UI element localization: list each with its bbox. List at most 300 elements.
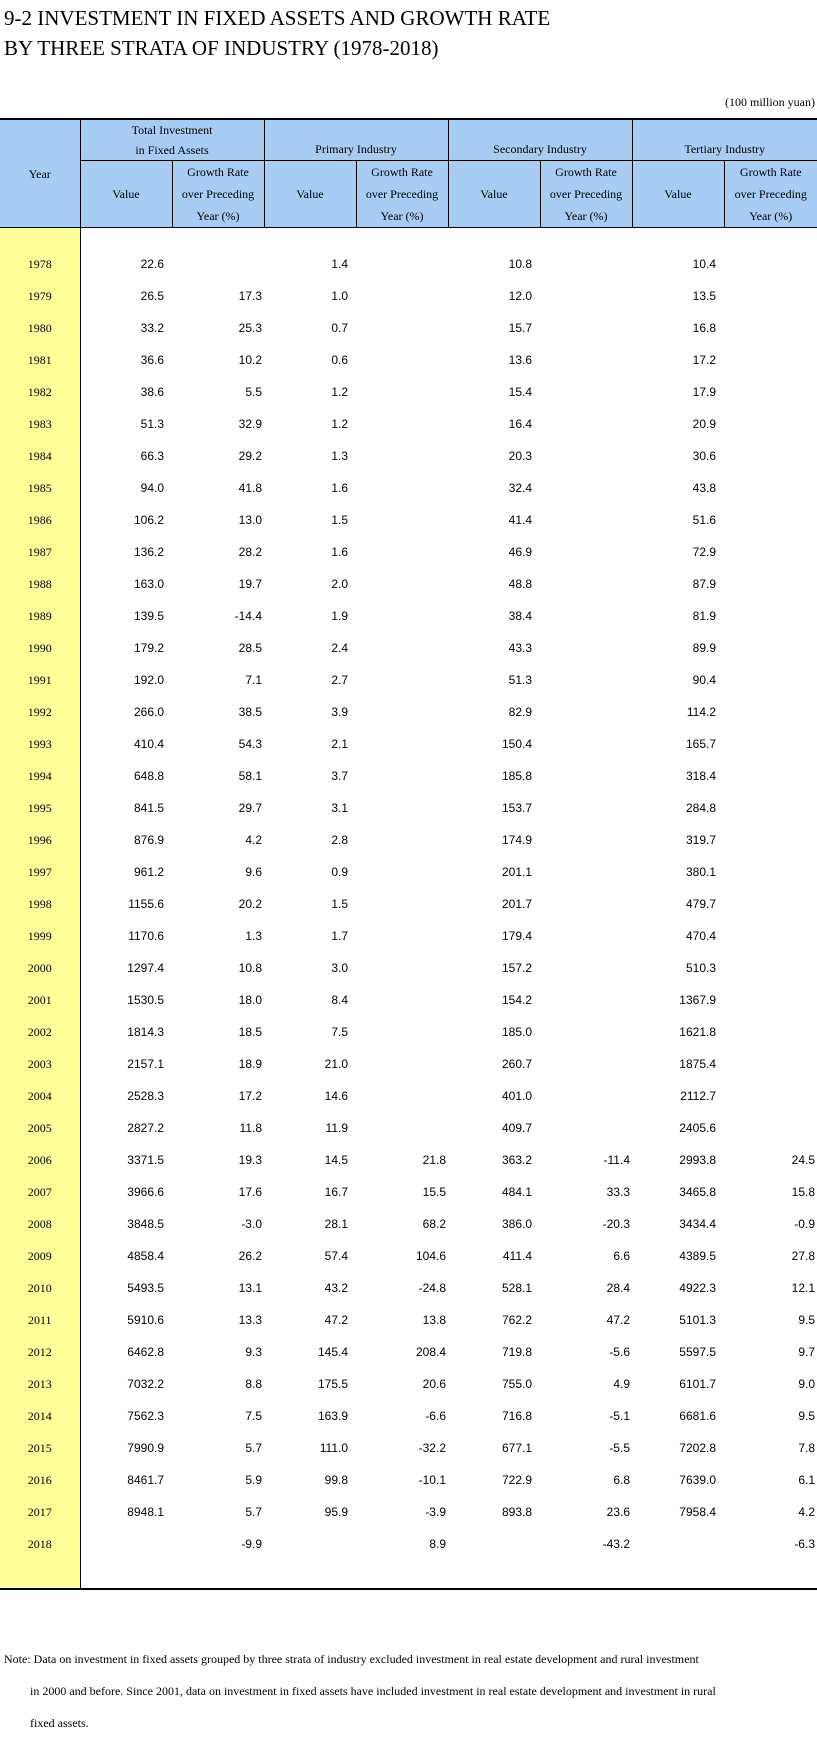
- total-value-cell: 5910.6: [127, 1313, 164, 1327]
- tertiary-value-cell: 5597.5: [679, 1345, 716, 1359]
- year-cell: 2011: [0, 1304, 80, 1336]
- secondary-value-cell: 201.1: [501, 865, 532, 879]
- total-value-cell: 3966.6: [127, 1185, 164, 1199]
- year-cell: 1996: [0, 824, 80, 856]
- tertiary-growth-cell: [724, 792, 817, 824]
- total-value-cell: 8461.7: [127, 1473, 164, 1487]
- tertiary-value-cell: 165.7: [685, 737, 716, 751]
- tertiary-value-cell: 90.4: [692, 673, 716, 687]
- total-growth-cell: 7.5: [245, 1409, 262, 1423]
- table-row: [0, 1464, 817, 1496]
- table-row: [0, 408, 817, 440]
- tertiary-value-cell: 114.2: [686, 705, 716, 719]
- primary-growth-cell: -3.9: [425, 1505, 446, 1519]
- table-row: [0, 504, 817, 536]
- total-value-cell: 106.2: [133, 513, 164, 527]
- secondary-growth-cell: [540, 760, 632, 792]
- primary-growth-cell: [356, 376, 448, 408]
- total-growth-cell: 13.1: [238, 1281, 262, 1295]
- secondary-growth-cell: [540, 856, 632, 888]
- tertiary-growth-cell: [724, 888, 817, 920]
- secondary-growth-cell: 28.4: [606, 1281, 630, 1295]
- spacer-row: [0, 228, 817, 249]
- primary-value-cell: 57.4: [324, 1249, 348, 1263]
- secondary-growth-cell: [540, 664, 632, 696]
- tertiary-growth-cell: [724, 440, 817, 472]
- total-value-cell: 1814.3: [127, 1025, 164, 1039]
- table-row: [0, 760, 817, 792]
- spacer-cell: [724, 228, 817, 249]
- table-row: [0, 1112, 817, 1144]
- tertiary-value-cell: 16.8: [692, 321, 716, 335]
- table-row: [0, 568, 817, 600]
- spacer-cell: [632, 228, 724, 249]
- table-row: [0, 280, 817, 312]
- table-row: [0, 1400, 817, 1432]
- secondary-growth-cell: [540, 792, 632, 824]
- year-cell: 2014: [0, 1400, 80, 1432]
- tertiary-growth-cell: [724, 312, 817, 344]
- tertiary-value-cell: 479.7: [685, 897, 716, 911]
- secondary-growth-cell: [540, 824, 632, 856]
- tertiary-value-cell: 20.9: [692, 417, 716, 431]
- secondary-growth-cell: -5.1: [609, 1409, 630, 1423]
- primary-value-cell: 95.9: [324, 1505, 348, 1519]
- tertiary-value-cell: 284.8: [685, 801, 716, 815]
- tertiary-value-cell: 51.6: [692, 513, 716, 527]
- table-row: [0, 1048, 817, 1080]
- primary-growth-cell: [356, 536, 448, 568]
- total-growth-cell: 1.3: [245, 929, 262, 943]
- primary-growth-cell: -6.6: [425, 1409, 446, 1423]
- secondary-value-cell: 41.4: [508, 513, 532, 527]
- total-value-cell: 1170.6: [128, 929, 164, 943]
- secondary-value-cell: 10.8: [508, 257, 532, 271]
- total-value-cell: 179.2: [133, 641, 164, 655]
- secondary-growth-cell: [540, 472, 632, 504]
- table-row: [0, 536, 817, 568]
- secondary-value-cell: 46.9: [508, 545, 532, 559]
- footnote-line-3: fixed assets.: [30, 1716, 89, 1730]
- tertiary-value-cell: 470.4: [685, 929, 716, 943]
- year-cell: 2017: [0, 1496, 80, 1528]
- tertiary-value-cell: 7202.8: [679, 1441, 716, 1455]
- primary-growth-cell: [356, 888, 448, 920]
- table-row: [0, 1272, 817, 1304]
- growth-line-2: over Preceding: [549, 187, 623, 201]
- total-growth-cell: 29.2: [238, 449, 262, 463]
- primary-value-cell: 1.7: [331, 929, 348, 943]
- tertiary-growth-cell: [724, 344, 817, 376]
- spacer-row: [0, 1560, 817, 1589]
- year-cell: 1997: [0, 856, 80, 888]
- table-body: [0, 228, 817, 1590]
- year-cell: 2004: [0, 1080, 80, 1112]
- primary-growth-cell: [356, 312, 448, 344]
- primary-value-cell: 3.0: [331, 961, 348, 975]
- tertiary-growth-cell: 9.0: [798, 1377, 815, 1391]
- secondary-value-cell: 20.3: [508, 449, 532, 463]
- growth-line-1: Growth Rate: [555, 165, 617, 179]
- primary-growth-cell: [356, 344, 448, 376]
- tertiary-growth-cell: [724, 824, 817, 856]
- total-value-cell: 66.3: [140, 449, 164, 463]
- year-cell: 1990: [0, 632, 80, 664]
- header-primary-growth: [356, 161, 448, 228]
- tertiary-growth-cell: [724, 952, 817, 984]
- primary-value-cell: 99.8: [324, 1473, 348, 1487]
- total-value-cell: 648.8: [133, 769, 164, 783]
- year-cell: 1988: [0, 568, 80, 600]
- primary-growth-cell: 104.6: [415, 1249, 446, 1263]
- table-row: [0, 1496, 817, 1528]
- tertiary-value-cell: 3465.8: [679, 1185, 716, 1199]
- tertiary-growth-cell: -0.9: [794, 1217, 815, 1231]
- total-value-cell: 38.6: [140, 385, 164, 399]
- year-cell: 2016: [0, 1464, 80, 1496]
- primary-growth-cell: [356, 728, 448, 760]
- year-cell: 2012: [0, 1336, 80, 1368]
- primary-growth-cell: 13.8: [422, 1313, 446, 1327]
- spacer-cell: [172, 1560, 264, 1589]
- table-row: [0, 344, 817, 376]
- secondary-value-cell: 38.4: [508, 609, 532, 623]
- total-value-cell: 4858.4: [127, 1249, 164, 1263]
- tertiary-value-cell: 7639.0: [679, 1473, 716, 1487]
- secondary-growth-cell: [540, 504, 632, 536]
- tertiary-growth-cell: [724, 280, 817, 312]
- tertiary-growth-cell: 27.8: [791, 1249, 815, 1263]
- year-cell: 1998: [0, 888, 80, 920]
- primary-growth-cell: [356, 504, 448, 536]
- footnote-line-2: in 2000 and before. Since 2001, data on investment in fixed assets have included investment in real estate development and investment in rural: [30, 1684, 716, 1698]
- header-total-line-1: Total Investment: [131, 123, 213, 137]
- year-cell: 1983: [0, 408, 80, 440]
- table-row: [0, 376, 817, 408]
- header-secondary-growth: [540, 161, 632, 228]
- primary-growth-cell: -32.2: [418, 1441, 446, 1455]
- table-row: [0, 1176, 817, 1208]
- primary-value-cell: 145.4: [317, 1345, 348, 1359]
- secondary-value-cell: 185.0: [501, 1025, 532, 1039]
- year-cell: 1981: [0, 344, 80, 376]
- header-total-growth: [172, 161, 264, 228]
- tertiary-value-cell: 318.4: [685, 769, 716, 783]
- primary-value-cell: 3.7: [331, 769, 348, 783]
- secondary-value-cell: 677.1: [501, 1441, 532, 1455]
- total-growth-cell: 28.2: [238, 545, 262, 559]
- secondary-growth-cell: [540, 600, 632, 632]
- primary-growth-cell: [356, 248, 448, 280]
- title-line-1: 9-2 INVESTMENT IN FIXED ASSETS AND GROWTH RATE: [4, 6, 551, 30]
- secondary-value-cell: 51.3: [508, 673, 532, 687]
- secondary-growth-cell: [540, 344, 632, 376]
- total-growth-cell: 9.6: [245, 865, 262, 879]
- primary-value-cell: 1.4: [331, 257, 348, 271]
- secondary-value-cell: 157.2: [501, 961, 532, 975]
- secondary-value-cell: 762.2: [501, 1313, 532, 1327]
- tertiary-value-cell: 43.8: [692, 481, 716, 495]
- spacer-cell: [448, 1560, 540, 1589]
- total-value-cell: 7032.2: [127, 1377, 164, 1391]
- total-value-cell: 7562.3: [127, 1409, 164, 1423]
- year-cell: 1999: [0, 920, 80, 952]
- secondary-growth-cell: [540, 248, 632, 280]
- spacer-cell: [540, 228, 632, 249]
- primary-value-cell: 43.2: [324, 1281, 348, 1295]
- table-row: [0, 1336, 817, 1368]
- total-growth-cell: 18.0: [238, 993, 262, 1007]
- primary-value-cell: [264, 1528, 356, 1560]
- total-growth-cell: 19.3: [238, 1153, 262, 1167]
- total-value-cell: 266.0: [133, 705, 164, 719]
- tertiary-value-cell: 13.5: [692, 289, 716, 303]
- spacer-cell: [172, 228, 264, 249]
- total-growth-cell: 13.0: [238, 513, 262, 527]
- secondary-value-cell: 719.8: [501, 1345, 532, 1359]
- secondary-growth-cell: [540, 888, 632, 920]
- table-row: [0, 1080, 817, 1112]
- primary-growth-cell: [356, 440, 448, 472]
- primary-value-cell: 1.6: [331, 481, 348, 495]
- secondary-value-cell: 16.4: [508, 417, 532, 431]
- primary-value-cell: 1.2: [331, 385, 348, 399]
- total-growth-cell: -14.4: [234, 609, 262, 623]
- table-row: [0, 664, 817, 696]
- secondary-value-cell: 484.1: [501, 1185, 532, 1199]
- year-cell: 2015: [0, 1432, 80, 1464]
- total-value-cell: 163.0: [133, 577, 164, 591]
- secondary-growth-cell: [540, 1048, 632, 1080]
- primary-value-cell: 14.6: [324, 1089, 348, 1103]
- primary-growth-cell: [356, 1112, 448, 1144]
- primary-growth-cell: 208.4: [415, 1345, 446, 1359]
- total-value-cell: [80, 1528, 172, 1560]
- secondary-growth-cell: 6.8: [613, 1473, 630, 1487]
- tertiary-growth-cell: [724, 1112, 817, 1144]
- primary-growth-cell: 20.6: [422, 1377, 446, 1391]
- tertiary-growth-cell: 12.1: [791, 1281, 815, 1295]
- tertiary-value-cell: 17.2: [692, 353, 716, 367]
- year-cell: 1979: [0, 280, 80, 312]
- secondary-growth-cell: [540, 696, 632, 728]
- total-growth-cell: 10.8: [238, 961, 262, 975]
- year-cell: 1978: [0, 248, 80, 280]
- secondary-value-cell: 15.4: [508, 385, 532, 399]
- table-row: [0, 984, 817, 1016]
- total-value-cell: 3371.5: [127, 1153, 164, 1167]
- tertiary-value-cell: 7958.4: [679, 1505, 716, 1519]
- total-growth-cell: 41.8: [238, 481, 262, 495]
- year-cell: 1985: [0, 472, 80, 504]
- spacer-cell: [632, 1560, 724, 1589]
- year-cell: 2005: [0, 1112, 80, 1144]
- growth-line-2: over Preceding: [734, 187, 807, 201]
- total-growth-cell: 5.9: [245, 1473, 262, 1487]
- primary-growth-cell: [356, 280, 448, 312]
- secondary-value-cell: 15.7: [508, 321, 532, 335]
- tertiary-value-cell: 30.6: [692, 449, 716, 463]
- tertiary-growth-cell: [724, 472, 817, 504]
- tertiary-value-cell: 17.9: [692, 385, 716, 399]
- total-value-cell: 51.3: [140, 417, 164, 431]
- total-value-cell: 410.4: [133, 737, 164, 751]
- table-row: [0, 312, 817, 344]
- secondary-growth-cell: -5.6: [609, 1345, 630, 1359]
- primary-value-cell: 21.0: [324, 1057, 348, 1071]
- year-cell: 2006: [0, 1144, 80, 1176]
- tertiary-growth-cell: [724, 504, 817, 536]
- secondary-growth-cell: [540, 312, 632, 344]
- table-row: [0, 248, 817, 280]
- total-growth-cell: [172, 248, 264, 280]
- primary-value-cell: 2.7: [331, 673, 348, 687]
- secondary-value-cell: 528.1: [501, 1281, 532, 1295]
- primary-growth-cell: 15.5: [422, 1185, 446, 1199]
- total-growth-cell: 58.1: [238, 769, 262, 783]
- secondary-growth-cell: [540, 984, 632, 1016]
- year-cell: 2008: [0, 1208, 80, 1240]
- year-cell: 2013: [0, 1368, 80, 1400]
- growth-line-2: over Preceding: [365, 187, 439, 201]
- tertiary-growth-cell: [724, 984, 817, 1016]
- primary-growth-cell: [356, 984, 448, 1016]
- year-cell: 1992: [0, 696, 80, 728]
- table-row: [0, 1368, 817, 1400]
- unit-label: (100 million yuan): [725, 95, 815, 109]
- primary-growth-cell: [356, 952, 448, 984]
- primary-value-cell: 1.0: [331, 289, 348, 303]
- total-growth-cell: -9.9: [241, 1537, 262, 1551]
- tertiary-value-cell: [632, 1528, 724, 1560]
- tertiary-value-cell: 89.9: [692, 641, 716, 655]
- primary-value-cell: 111.0: [319, 1441, 348, 1455]
- table-row: [0, 1304, 817, 1336]
- total-value-cell: 36.6: [140, 353, 164, 367]
- growth-line-2: over Preceding: [181, 187, 255, 201]
- tertiary-growth-cell: [724, 1048, 817, 1080]
- total-value-cell: 2157.1: [127, 1057, 164, 1071]
- tertiary-growth-cell: 15.8: [791, 1185, 815, 1199]
- total-growth-cell: 20.2: [238, 897, 262, 911]
- primary-value-cell: 175.5: [317, 1377, 348, 1391]
- growth-line-3: Year (%): [564, 209, 608, 223]
- primary-growth-cell: 68.2: [422, 1217, 446, 1231]
- table-row: [0, 472, 817, 504]
- year-cell: 2009: [0, 1240, 80, 1272]
- secondary-value-cell: 363.2: [501, 1153, 532, 1167]
- total-value-cell: 1530.5: [127, 993, 164, 1007]
- header-total: [80, 119, 264, 161]
- total-growth-cell: 17.6: [238, 1185, 262, 1199]
- header-year: Year: [0, 119, 80, 228]
- tertiary-value-cell: 6101.7: [679, 1377, 716, 1391]
- spacer-cell: [264, 1560, 356, 1589]
- primary-growth-cell: [356, 632, 448, 664]
- tertiary-growth-cell: [724, 408, 817, 440]
- secondary-growth-cell: [540, 376, 632, 408]
- year-cell: 2003: [0, 1048, 80, 1080]
- tertiary-growth-cell: [724, 920, 817, 952]
- tertiary-growth-cell: [724, 600, 817, 632]
- secondary-growth-cell: 6.6: [613, 1249, 630, 1263]
- tertiary-growth-cell: [724, 248, 817, 280]
- total-growth-cell: 18.5: [238, 1025, 262, 1039]
- growth-line-3: Year (%): [196, 209, 240, 223]
- tertiary-growth-cell: [724, 632, 817, 664]
- year-cell: 1994: [0, 760, 80, 792]
- secondary-value-cell: 32.4: [508, 481, 532, 495]
- total-growth-cell: 54.3: [238, 737, 262, 751]
- header-tertiary: Tertiary Industry: [632, 119, 817, 161]
- primary-value-cell: 0.9: [331, 865, 348, 879]
- total-value-cell: 2528.3: [127, 1089, 164, 1103]
- total-growth-cell: 4.2: [245, 833, 262, 847]
- total-growth-cell: 17.2: [238, 1089, 262, 1103]
- year-cell: 1993: [0, 728, 80, 760]
- secondary-value-cell: 13.6: [508, 353, 532, 367]
- tertiary-value-cell: 2993.8: [679, 1153, 716, 1167]
- year-cell: 2000: [0, 952, 80, 984]
- secondary-growth-cell: 23.6: [606, 1505, 630, 1519]
- tertiary-growth-cell: [724, 728, 817, 760]
- primary-value-cell: 0.6: [331, 353, 348, 367]
- tertiary-value-cell: 1875.4: [679, 1057, 716, 1071]
- secondary-growth-cell: [540, 408, 632, 440]
- secondary-value-cell: 386.0: [501, 1217, 532, 1231]
- total-value-cell: 139.5: [133, 609, 164, 623]
- year-cell: 1986: [0, 504, 80, 536]
- secondary-growth-cell: [540, 440, 632, 472]
- primary-value-cell: 2.0: [331, 577, 348, 591]
- spacer-cell: [264, 228, 356, 249]
- primary-value-cell: 1.6: [331, 545, 348, 559]
- year-cell: 2001: [0, 984, 80, 1016]
- spacer-cell: [540, 1560, 632, 1589]
- table-row: [0, 440, 817, 472]
- secondary-growth-cell: -20.3: [602, 1217, 630, 1231]
- total-growth-cell: 5.7: [245, 1441, 262, 1455]
- secondary-growth-cell: [540, 536, 632, 568]
- primary-value-cell: 1.9: [331, 609, 348, 623]
- tertiary-growth-cell: [724, 696, 817, 728]
- footnote-line-1: Note: Data on investment in fixed assets grouped by three strata of industry excluded investment in real estate development and rural investment: [4, 1652, 699, 1666]
- secondary-value-cell: 48.8: [508, 577, 532, 591]
- primary-value-cell: 2.1: [331, 737, 348, 751]
- header-tertiary-value: Value: [632, 161, 724, 228]
- table-row: [0, 792, 817, 824]
- primary-value-cell: 47.2: [324, 1313, 348, 1327]
- data-table: [0, 118, 817, 1590]
- secondary-value-cell: 201.7: [501, 897, 532, 911]
- primary-growth-cell: [356, 760, 448, 792]
- tertiary-growth-cell: 9.5: [798, 1313, 815, 1327]
- tertiary-value-cell: 510.3: [685, 961, 716, 975]
- total-value-cell: 8948.1: [127, 1505, 164, 1519]
- total-value-cell: 7990.9: [127, 1441, 164, 1455]
- primary-value-cell: 16.7: [324, 1185, 348, 1199]
- total-value-cell: 6462.8: [127, 1345, 164, 1359]
- primary-growth-cell: [356, 600, 448, 632]
- primary-growth-cell: [356, 664, 448, 696]
- primary-growth-cell: [356, 408, 448, 440]
- secondary-growth-cell: -11.4: [603, 1153, 630, 1167]
- secondary-value-cell: 153.7: [501, 801, 532, 815]
- total-growth-cell: -3.0: [241, 1217, 262, 1231]
- tertiary-value-cell: 10.4: [692, 257, 716, 271]
- primary-growth-cell: [356, 696, 448, 728]
- secondary-growth-cell: [540, 568, 632, 600]
